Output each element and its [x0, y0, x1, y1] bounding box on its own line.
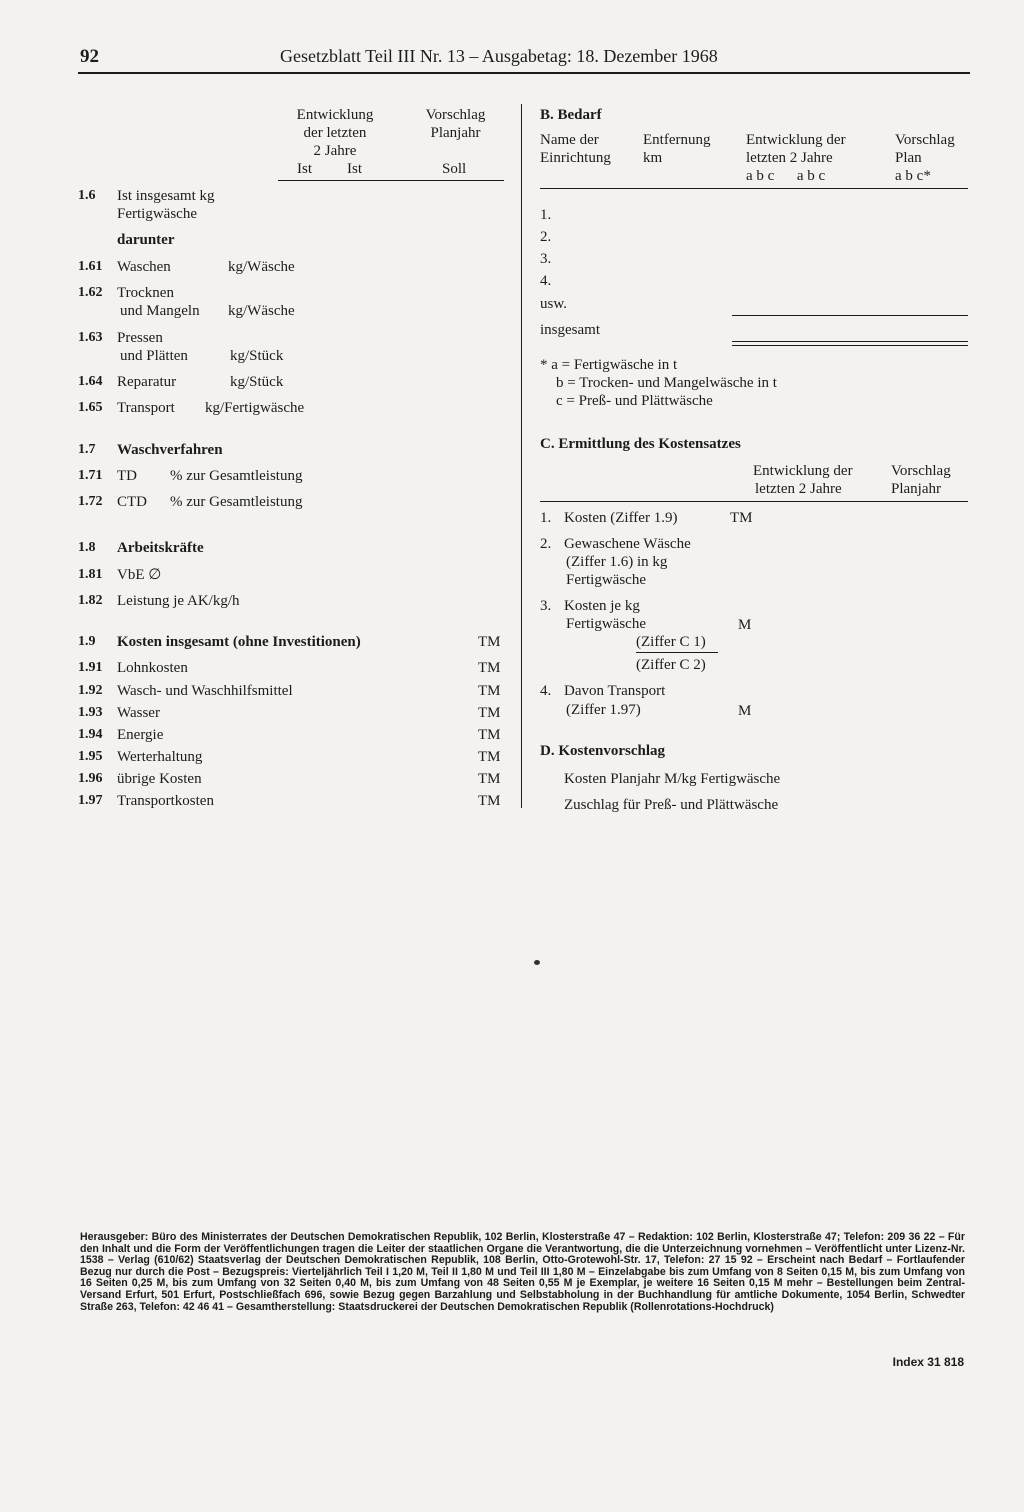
- row-label: TD: [117, 468, 137, 484]
- row-number: 1.96: [78, 771, 103, 786]
- b-col-prop-line2: Plan: [895, 150, 922, 166]
- b-col-dev-line1: Entwicklung der: [746, 132, 846, 148]
- row-number: 1.71: [78, 468, 103, 483]
- row-number: 1.9: [78, 634, 96, 649]
- row-number: 1.94: [78, 727, 103, 742]
- row-number: 1.6: [78, 188, 96, 203]
- b-sum-rule: [732, 315, 968, 316]
- b-row: 3.: [540, 251, 552, 267]
- row-number: 1.93: [78, 705, 103, 720]
- row-number: 1.97: [78, 793, 103, 808]
- column-divider: [521, 104, 522, 808]
- row-number: 1.82: [78, 593, 103, 608]
- row-number: 1.81: [78, 567, 103, 582]
- row-tm: TM: [478, 705, 501, 721]
- b-row-total: insgesamt: [540, 322, 600, 338]
- row-unit: % zur Gesamtleistung: [170, 468, 303, 484]
- c-item-label-cont: (Ziffer 1.97): [566, 702, 641, 718]
- fraction-numerator: (Ziffer C 1): [636, 634, 706, 650]
- left-header-rule: [278, 180, 504, 181]
- footnote-a: * a = Fertigwäsche in t: [540, 357, 678, 373]
- row-number: 1.63: [78, 330, 103, 345]
- row-label: Ist insgesamt kg: [117, 188, 215, 204]
- row-number: 1.92: [78, 683, 103, 698]
- b-col-name-line2: Einrichtung: [540, 150, 611, 166]
- b-col-name-line1: Name der: [540, 132, 599, 148]
- section-heading: C. Ermittlung des Kostensatzes: [540, 436, 741, 452]
- section-heading: D. Kostenvorschlag: [540, 743, 665, 759]
- row-unit: kg/Wäsche: [228, 259, 295, 275]
- row-label: Transport: [117, 400, 175, 416]
- row-tm: TM: [478, 660, 501, 676]
- b-total-rule-2: [732, 345, 968, 346]
- col-prop-line2: Planjahr: [430, 125, 481, 141]
- row-label-cont: und Plätten: [120, 348, 188, 364]
- row-tm: TM: [478, 634, 501, 650]
- row-number: 1.64: [78, 374, 103, 389]
- row-label: Trocknen: [117, 285, 174, 301]
- c-item-number: 4.: [540, 683, 552, 699]
- ink-speck: [534, 960, 540, 965]
- header-rule: [78, 72, 970, 74]
- col-dev-line3: 2 Jahre: [313, 143, 357, 159]
- row-unit: % zur Gesamtleistung: [170, 494, 303, 510]
- row-label: Energie: [117, 727, 164, 743]
- fraction-denominator: (Ziffer C 2): [636, 657, 706, 673]
- section-heading: B. Bedarf: [540, 107, 602, 123]
- c-item-label: Kosten je kg: [564, 598, 640, 614]
- c-col-prop-line2: Planjahr: [891, 481, 941, 497]
- row-label: Werterhaltung: [117, 749, 203, 765]
- row-label: VbE ∅: [117, 567, 162, 583]
- row-label-cont: und Mangeln: [120, 303, 200, 319]
- row-number: 1.62: [78, 285, 103, 300]
- b-col-prop-line1: Vorschlag: [895, 132, 955, 148]
- section-heading: Waschverfahren: [117, 442, 223, 458]
- row-label: Reparatur: [117, 374, 177, 390]
- col-dev-line1: Entwicklung: [296, 107, 374, 123]
- c-item-label: Kosten (Ziffer 1.9): [564, 510, 678, 526]
- c-item-number: 3.: [540, 598, 552, 614]
- b-col-dist-line1: Entfernung: [643, 132, 711, 148]
- c-col-prop-line1: Vorschlag: [891, 463, 951, 479]
- sub-ist-1: Ist: [297, 161, 312, 177]
- footnote-b: b = Trocken- und Mangelwäsche in t: [556, 375, 777, 391]
- row-label: Wasch- und Waschhilfsmittel: [117, 683, 293, 699]
- row-number: 1.95: [78, 749, 103, 764]
- b-row: 2.: [540, 229, 552, 245]
- row-unit: kg/Stück: [230, 348, 284, 364]
- c-item-label-cont: (Ziffer 1.6) in kg: [566, 554, 668, 570]
- c-item-number: 2.: [540, 536, 552, 552]
- c-item-number: 1.: [540, 510, 552, 526]
- row-label: Wasser: [117, 705, 160, 721]
- c-item-label-cont: Fertigwäsche: [566, 616, 646, 632]
- b-col-dist-line2: km: [643, 150, 663, 166]
- row-number: 1.7: [78, 442, 96, 457]
- b-row: usw.: [540, 296, 567, 312]
- b-col-dev-abc: a b c a b c: [746, 168, 826, 184]
- row-label: Leistung je AK/kg/h: [117, 593, 240, 609]
- row-label: übrige Kosten: [117, 771, 202, 787]
- c-col-dev-line1: Entwicklung der: [753, 463, 853, 479]
- fraction-bar: [636, 652, 718, 653]
- d-line: Zuschlag für Preß- und Plättwäsche: [564, 797, 779, 813]
- c-header-rule: [540, 501, 968, 502]
- section-heading: Kosten insgesamt (ohne Investitionen): [117, 634, 361, 650]
- c-col-dev-line2: letzten 2 Jahre: [755, 481, 842, 497]
- col-dev-line2: der letzten: [303, 125, 367, 141]
- row-label: CTD: [117, 494, 147, 510]
- row-number: 1.65: [78, 400, 103, 415]
- row-tm: TM: [478, 793, 501, 809]
- page-number: 92: [80, 46, 99, 67]
- sub-ist-2: Ist: [347, 161, 362, 177]
- c-item-unit: M: [738, 703, 752, 719]
- index-number: Index 31 818: [892, 1355, 964, 1369]
- section-subheading: darunter: [117, 232, 175, 248]
- row-tm: TM: [478, 749, 501, 765]
- row-tm: TM: [478, 727, 501, 743]
- row-number: 1.72: [78, 494, 103, 509]
- row-unit: kg/Fertigwäsche: [205, 400, 305, 416]
- row-unit: kg/Wäsche: [228, 303, 295, 319]
- imprint-text: Herausgeber: Büro des Ministerrates der Deutschen Demokratischen Republik, 102 Berlin, Klosterstraße 47 – Redaktion: 102 Berlin, Klosterstraße 47; Telefon: 209 36 22 – Für den Inhalt und die Form der Veröffentlichungen tragen die Leiter der staatlichen Organe die Verantwortung, die die Unterzeichnung vornehmen – Veröffentlicht unter Lizenz-Nr. 1538 – Verlag (610/62) Staatsverlag der Deutschen Demokratischen Republik, 108 Berlin, Otto-Grotewohl-Str. 17, Telefon: 27 15 92 – Erscheint nach Bedarf – Fortlaufender Bezug nur durch die Post – Bezugspreis: Vierteljährlich Teil I 1,20 M, Teil II 1,80 M und Teil III 1,80 M – Einzelabgabe bis zum Umfang von 8 Seiten 0,15 M, bis zum Umfang von 16 Seiten 0,25 M, bis zum Umfang von 32 Seiten 0,40 M, bis zum Umfang von 48 Seiten 0,55 M je Exemplar, je weitere 16 Seiten 0,15 M mehr – Bestellungen beim Zentral-Versand Erfurt, 501 Erfurt, Postschließfach 696, sowie Bezug gegen Barzahlung und Selbstabholung in der Buchhandlung für amtliche Dokumente, 1054 Berlin, Schwedter Straße 263, Telefon: 42 46 41 – Gesamtherstellung: Staatsdruckerei der Deutschen Demokratischen Republik (Rollenrotations-Hochdruck): [80, 1231, 965, 1313]
- b-total-rule-1: [732, 341, 968, 342]
- b-row: 4.: [540, 273, 552, 289]
- sub-soll: Soll: [442, 161, 467, 177]
- footnote-c: c = Preß- und Plättwäsche: [556, 393, 713, 409]
- b-row: 1.: [540, 207, 552, 223]
- row-tm: TM: [478, 683, 501, 699]
- row-number: 1.8: [78, 540, 96, 555]
- row-number: 1.91: [78, 660, 103, 675]
- row-tm: TM: [478, 771, 501, 787]
- c-item-label-cont: Fertigwäsche: [566, 572, 646, 588]
- b-col-prop-abc: a b c*: [895, 168, 931, 184]
- b-col-dev-line2: letzten 2 Jahre: [746, 150, 833, 166]
- row-label: Transportkosten: [117, 793, 214, 809]
- c-item-unit: M: [738, 617, 752, 633]
- b-header-rule: [540, 188, 968, 189]
- section-heading: Arbeitskräfte: [117, 540, 204, 556]
- row-unit: kg/Stück: [230, 374, 284, 390]
- running-title: Gesetzblatt Teil III Nr. 13 – Ausgabetag: 18. Dezember 1968: [280, 46, 718, 66]
- c-item-label: Davon Transport: [564, 683, 666, 699]
- d-line: Kosten Planjahr M/kg Fertigwäsche: [564, 771, 781, 787]
- row-label: Waschen: [117, 259, 171, 275]
- c-item-label: Gewaschene Wäsche: [564, 536, 691, 552]
- row-label: Pressen: [117, 330, 163, 346]
- c-item-unit: TM: [730, 510, 753, 526]
- row-number: 1.61: [78, 259, 103, 274]
- row-label-cont: Fertigwäsche: [117, 206, 197, 222]
- row-label: Lohnkosten: [117, 660, 188, 676]
- col-prop-line1: Vorschlag: [425, 107, 486, 123]
